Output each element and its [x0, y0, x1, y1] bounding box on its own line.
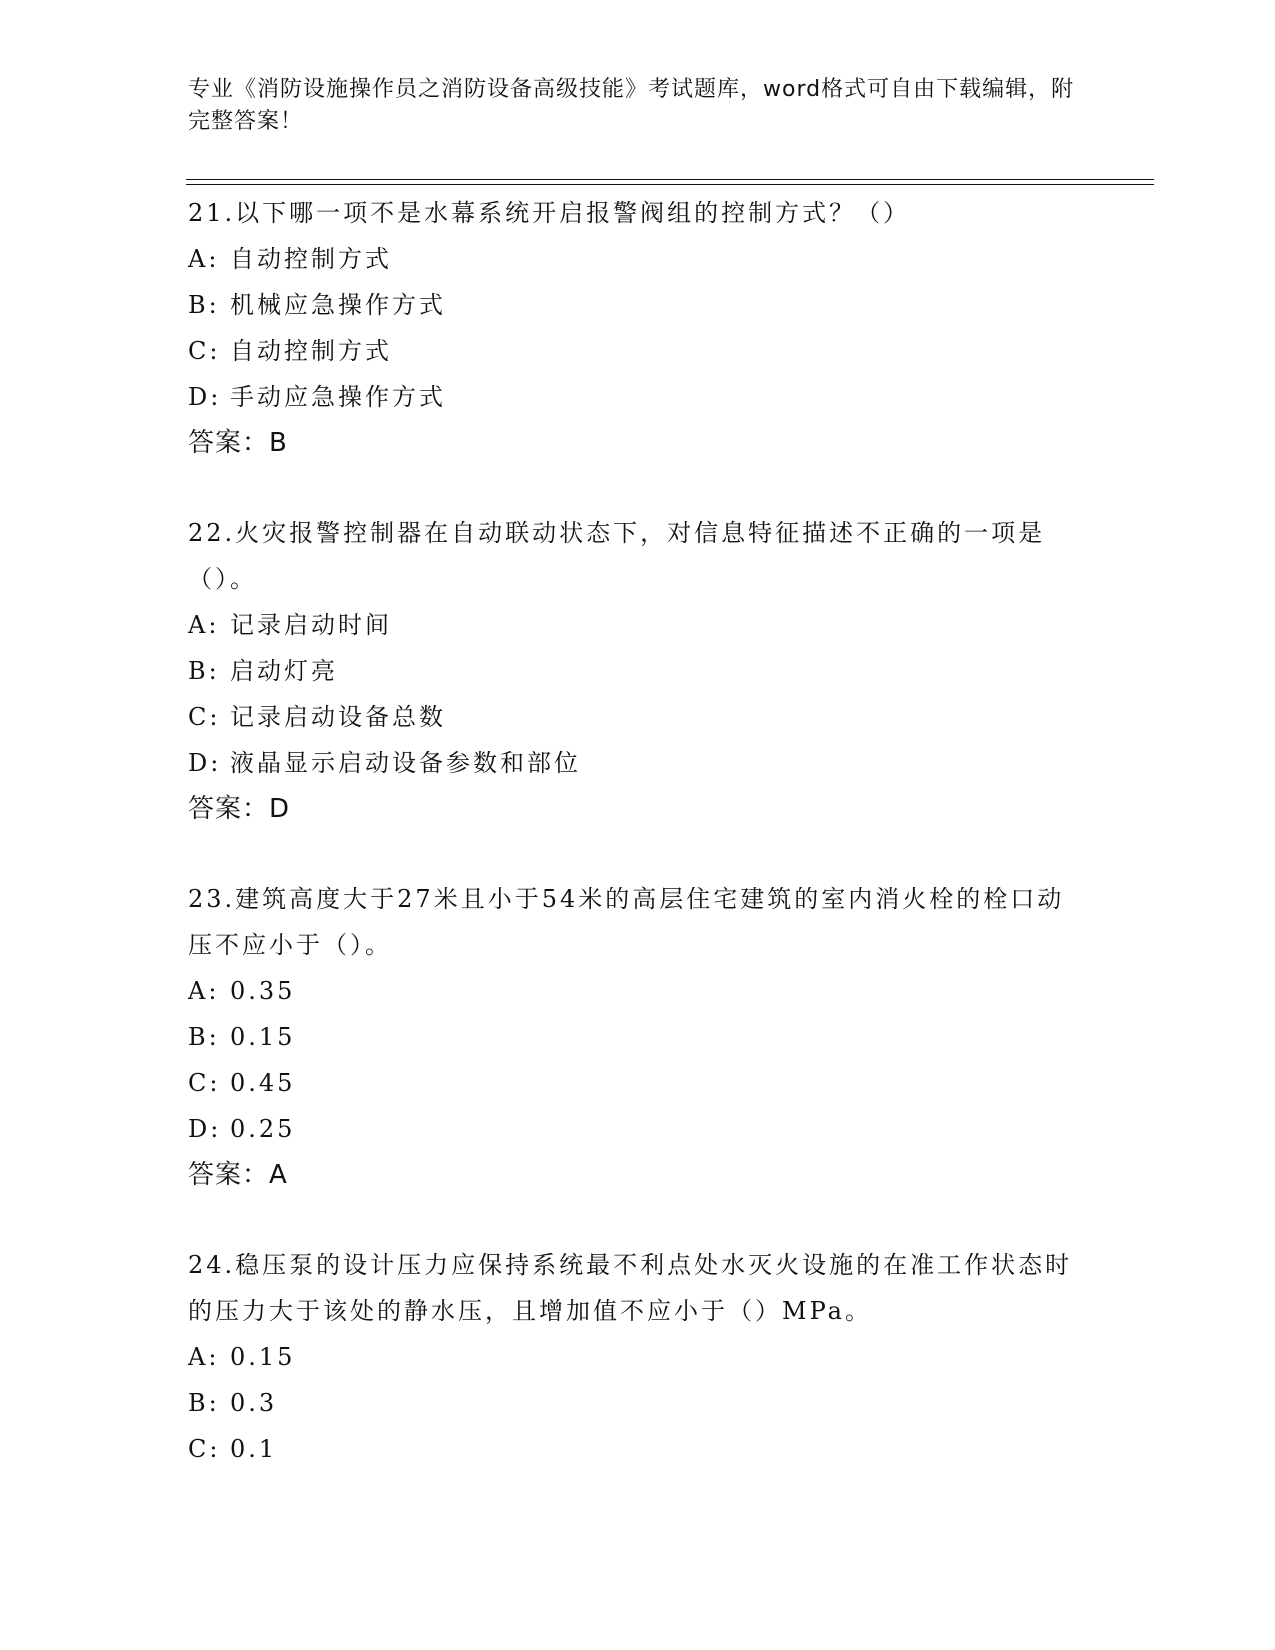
option-letter: C: [188, 703, 221, 731]
option-text: 0.1 [230, 1435, 278, 1463]
option-text: 手动应急操作方式 [230, 383, 446, 411]
option-text: 启动灯亮 [230, 657, 338, 685]
option-b [188, 648, 1088, 694]
option-letter: C: [188, 1435, 221, 1463]
option-letter: B: [188, 291, 220, 319]
divider-line-bottom [186, 184, 1154, 185]
option-letter: B: [188, 657, 220, 685]
question-stem: 21.以下哪一项不是水幕系统开启报警阀组的控制方式？（） [188, 199, 911, 227]
option-b [188, 282, 1088, 328]
answer-line: 答案：A [188, 1160, 288, 1190]
option-c [188, 328, 1088, 374]
option-c [188, 1426, 1088, 1472]
option-text: 0.45 [230, 1069, 296, 1097]
option-text: 记录启动设备总数 [230, 703, 446, 731]
option-letter: D: [188, 1115, 222, 1143]
option-text: 机械应急操作方式 [230, 291, 446, 319]
option-letter: B: [188, 1389, 220, 1417]
option-d [188, 1106, 1088, 1152]
question-list [188, 190, 1088, 1516]
option-a [188, 1334, 1088, 1380]
question-21 [188, 190, 1088, 466]
option-letter: A: [188, 245, 220, 273]
option-text: 记录启动时间 [230, 611, 392, 639]
question-stem: 22.火灾报警控制器在自动联动状态下，对信息特征描述不正确的一项是（）。 [188, 519, 1046, 593]
option-text: 0.15 [230, 1343, 296, 1371]
option-a [188, 968, 1088, 1014]
option-text: 自动控制方式 [230, 337, 392, 365]
option-letter: A: [188, 611, 220, 639]
option-a [188, 602, 1088, 648]
option-text: 0.25 [230, 1115, 296, 1143]
option-d [188, 740, 1088, 786]
question-23 [188, 876, 1088, 1198]
answer-line: 答案：D [188, 794, 291, 824]
option-letter: A: [188, 977, 220, 1005]
option-letter: D: [188, 749, 222, 777]
option-letter: A: [188, 1343, 220, 1371]
option-a [188, 236, 1088, 282]
answer-line: 答案：B [188, 428, 288, 458]
option-text: 0.3 [230, 1389, 278, 1417]
option-text: 液晶显示启动设备参数和部位 [230, 749, 581, 777]
question-stem: 24.稳压泵的设计压力应保持系统最不利点处水灭火设施的在准工作状态时的压力大于该处的静水压，且增加值不应小于（）MPa。 [188, 1251, 1073, 1325]
option-b [188, 1014, 1088, 1060]
option-text: 0.15 [230, 1023, 296, 1051]
document-intro: 专业《消防设施操作员之消防设备高级技能》考试题库，word格式可自由下载编辑，附完整答案！ [188, 77, 1075, 134]
option-d [188, 374, 1088, 420]
option-letter: D: [188, 383, 222, 411]
option-letter: C: [188, 1069, 221, 1097]
option-text: 0.35 [230, 977, 296, 1005]
option-letter: B: [188, 1023, 220, 1051]
option-c [188, 694, 1088, 740]
option-b [188, 1380, 1088, 1426]
question-24 [188, 1242, 1088, 1472]
option-c [188, 1060, 1088, 1106]
question-22 [188, 510, 1088, 832]
divider-line-top [186, 179, 1154, 180]
option-text: 自动控制方式 [230, 245, 392, 273]
question-stem: 23.建筑高度大于27米且小于54米的高层住宅建筑的室内消火栓的栓口动压不应小于（）。 [188, 885, 1065, 959]
option-letter: C: [188, 337, 221, 365]
